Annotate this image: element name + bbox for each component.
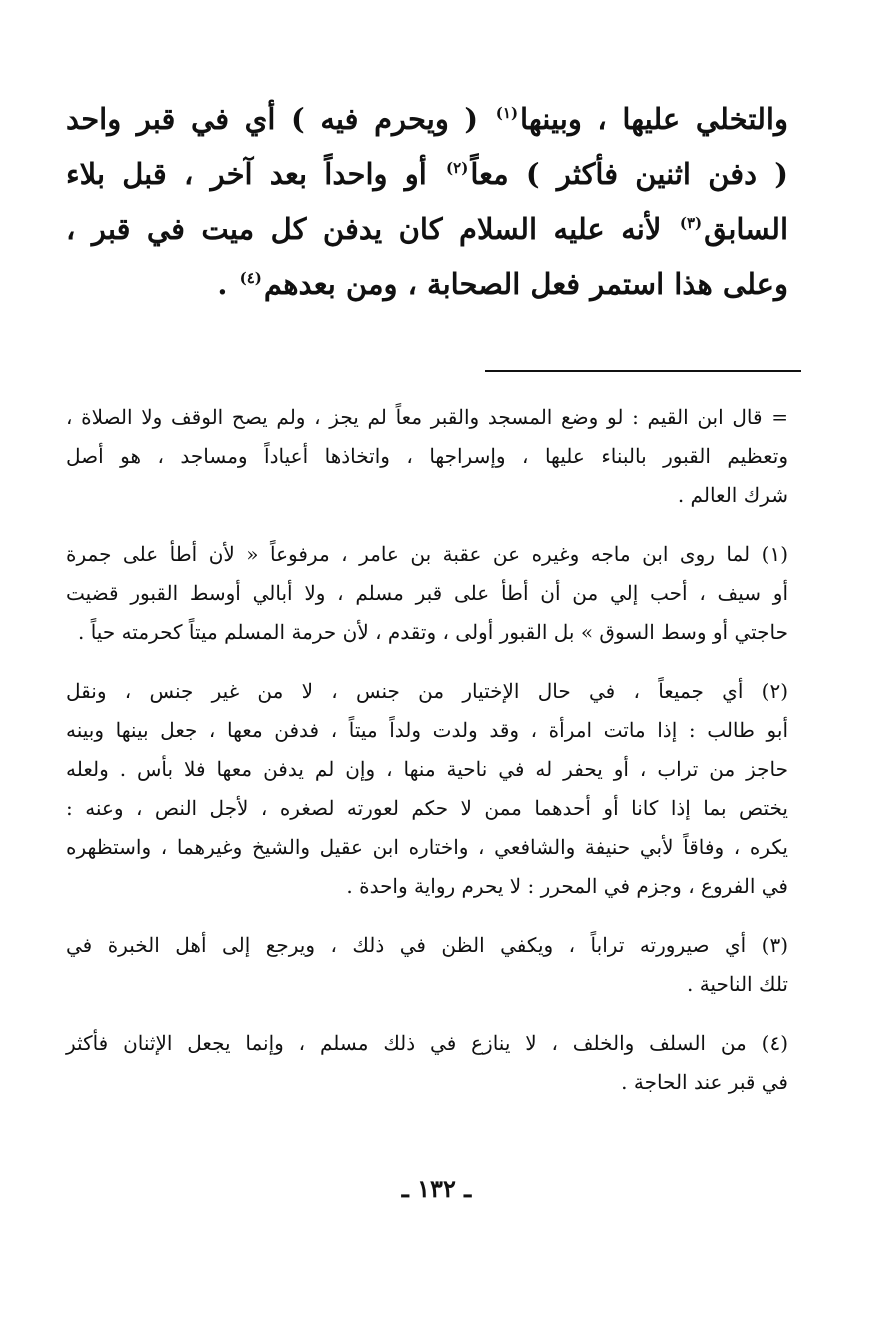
footnote-divider: [485, 370, 801, 372]
page-number: ـ ١٣٢ ـ: [401, 1174, 472, 1203]
footnote-line: حاجتي أو وسط السوق » بل القبور أولى ، وتقدم ، لأن حرمة المسلم ميتاً كحرمته حياً .: [78, 620, 788, 644]
footnote-line: (٤) من السلف والخلف ، لا ينازع في ذلك مسلم ، وإنما يجعل الإثنان فأكثر: [66, 1031, 788, 1055]
footnote-continuation: [66, 398, 788, 515]
footnote-2: [66, 672, 788, 906]
text-run: لأنه عليه السلام كان يدفن كل ميت في قبر ،: [66, 212, 662, 246]
footnote-4: [66, 1024, 788, 1102]
footnote-line: تلك الناحية .: [686, 972, 788, 996]
footnote-line: شرك العالم .: [677, 483, 788, 507]
footnote-line: (١) لما روى ابن ماجه وغيره عن عقبة بن عامر ، مرفوعاً « لأن أطأ على جمرة: [66, 542, 788, 566]
footnote-ref-1[interactable]: (١): [495, 104, 519, 123]
text-run: السابق: [704, 212, 788, 246]
footnote-ref-2[interactable]: (٢): [446, 159, 469, 178]
text-run: ( ويحرم فيه ) أي في قبر واحد: [66, 102, 479, 136]
footnote-line: وتعظيم القبور بالبناء عليها ، وإسراجها ، واتخاذها أعياداً ومساجد ، هو أصل: [66, 444, 788, 468]
footnotes-section: [66, 398, 788, 1122]
main-text-line: [66, 147, 788, 202]
footnote-line: في الفروع ، وجزم في المحرر : لا يحرم رواية واحدة .: [346, 874, 788, 898]
footnote-line: يكره ، وفاقاً لأبي حنيفة والشافعي ، واختاره ابن عقيل والشيخ وغيرهما ، واستظهره: [66, 835, 788, 859]
footnote-1: [66, 535, 788, 652]
text-run: وعلى هذا استمر فعل الصحابة ، ومن بعدهم: [263, 267, 788, 301]
main-text: [66, 92, 788, 312]
text-run: والتخلي عليها ، وبينها: [520, 102, 788, 136]
footnote-line: أبو طالب : إذا ماتت امرأة ، وقد ولدت ولداً ميتاً ، فدفن معها ، جعل بينها وبينه: [66, 718, 788, 742]
footnote-line: أو سيف ، أحب إلي من أن أطأ على قبر مسلم ، ولا أبالي أوسط القبور قضيت: [66, 581, 788, 605]
main-text-line: [66, 202, 788, 257]
footnote-line: (٢) أي جميعاً ، في حال الإختيار من جنس ، لا من غير جنس ، ونقل: [66, 679, 788, 703]
main-text-line: [66, 257, 788, 312]
text-run: .: [217, 267, 228, 301]
footnote-line: في قبر عند الحاجة .: [621, 1070, 788, 1094]
footnote-ref-3[interactable]: (٣): [679, 214, 703, 233]
footnote-line: = قال ابن القيم : لو وضع المسجد والقبر معاً لم يجز ، ولم يصح الوقف ولا الصلاة ،: [66, 405, 788, 429]
footnote-line: حاجز من تراب ، أو يحفر له في ناحية منها ، وإن لم يدفن معها فلا بأس . ولعله: [66, 757, 788, 781]
text-run: ( دفن اثنين فأكثر ) معاً: [470, 157, 788, 191]
footnote-line: يختص بما إذا كانا أو أحدهما ممن لا حكم لعورته لصغره ، لأجل النص ، وعنه :: [66, 796, 788, 820]
text-run: أو واحداً بعد آخر ، قبل بلاء: [66, 157, 427, 191]
footnote-ref-4[interactable]: (٤): [239, 269, 262, 288]
footnote-line: (٣) أي صيرورته تراباً ، ويكفي الظن في ذلك ، ويرجع إلى أهل الخبرة في: [66, 933, 788, 957]
footnote-3: [66, 926, 788, 1004]
main-text-line: [66, 92, 788, 147]
